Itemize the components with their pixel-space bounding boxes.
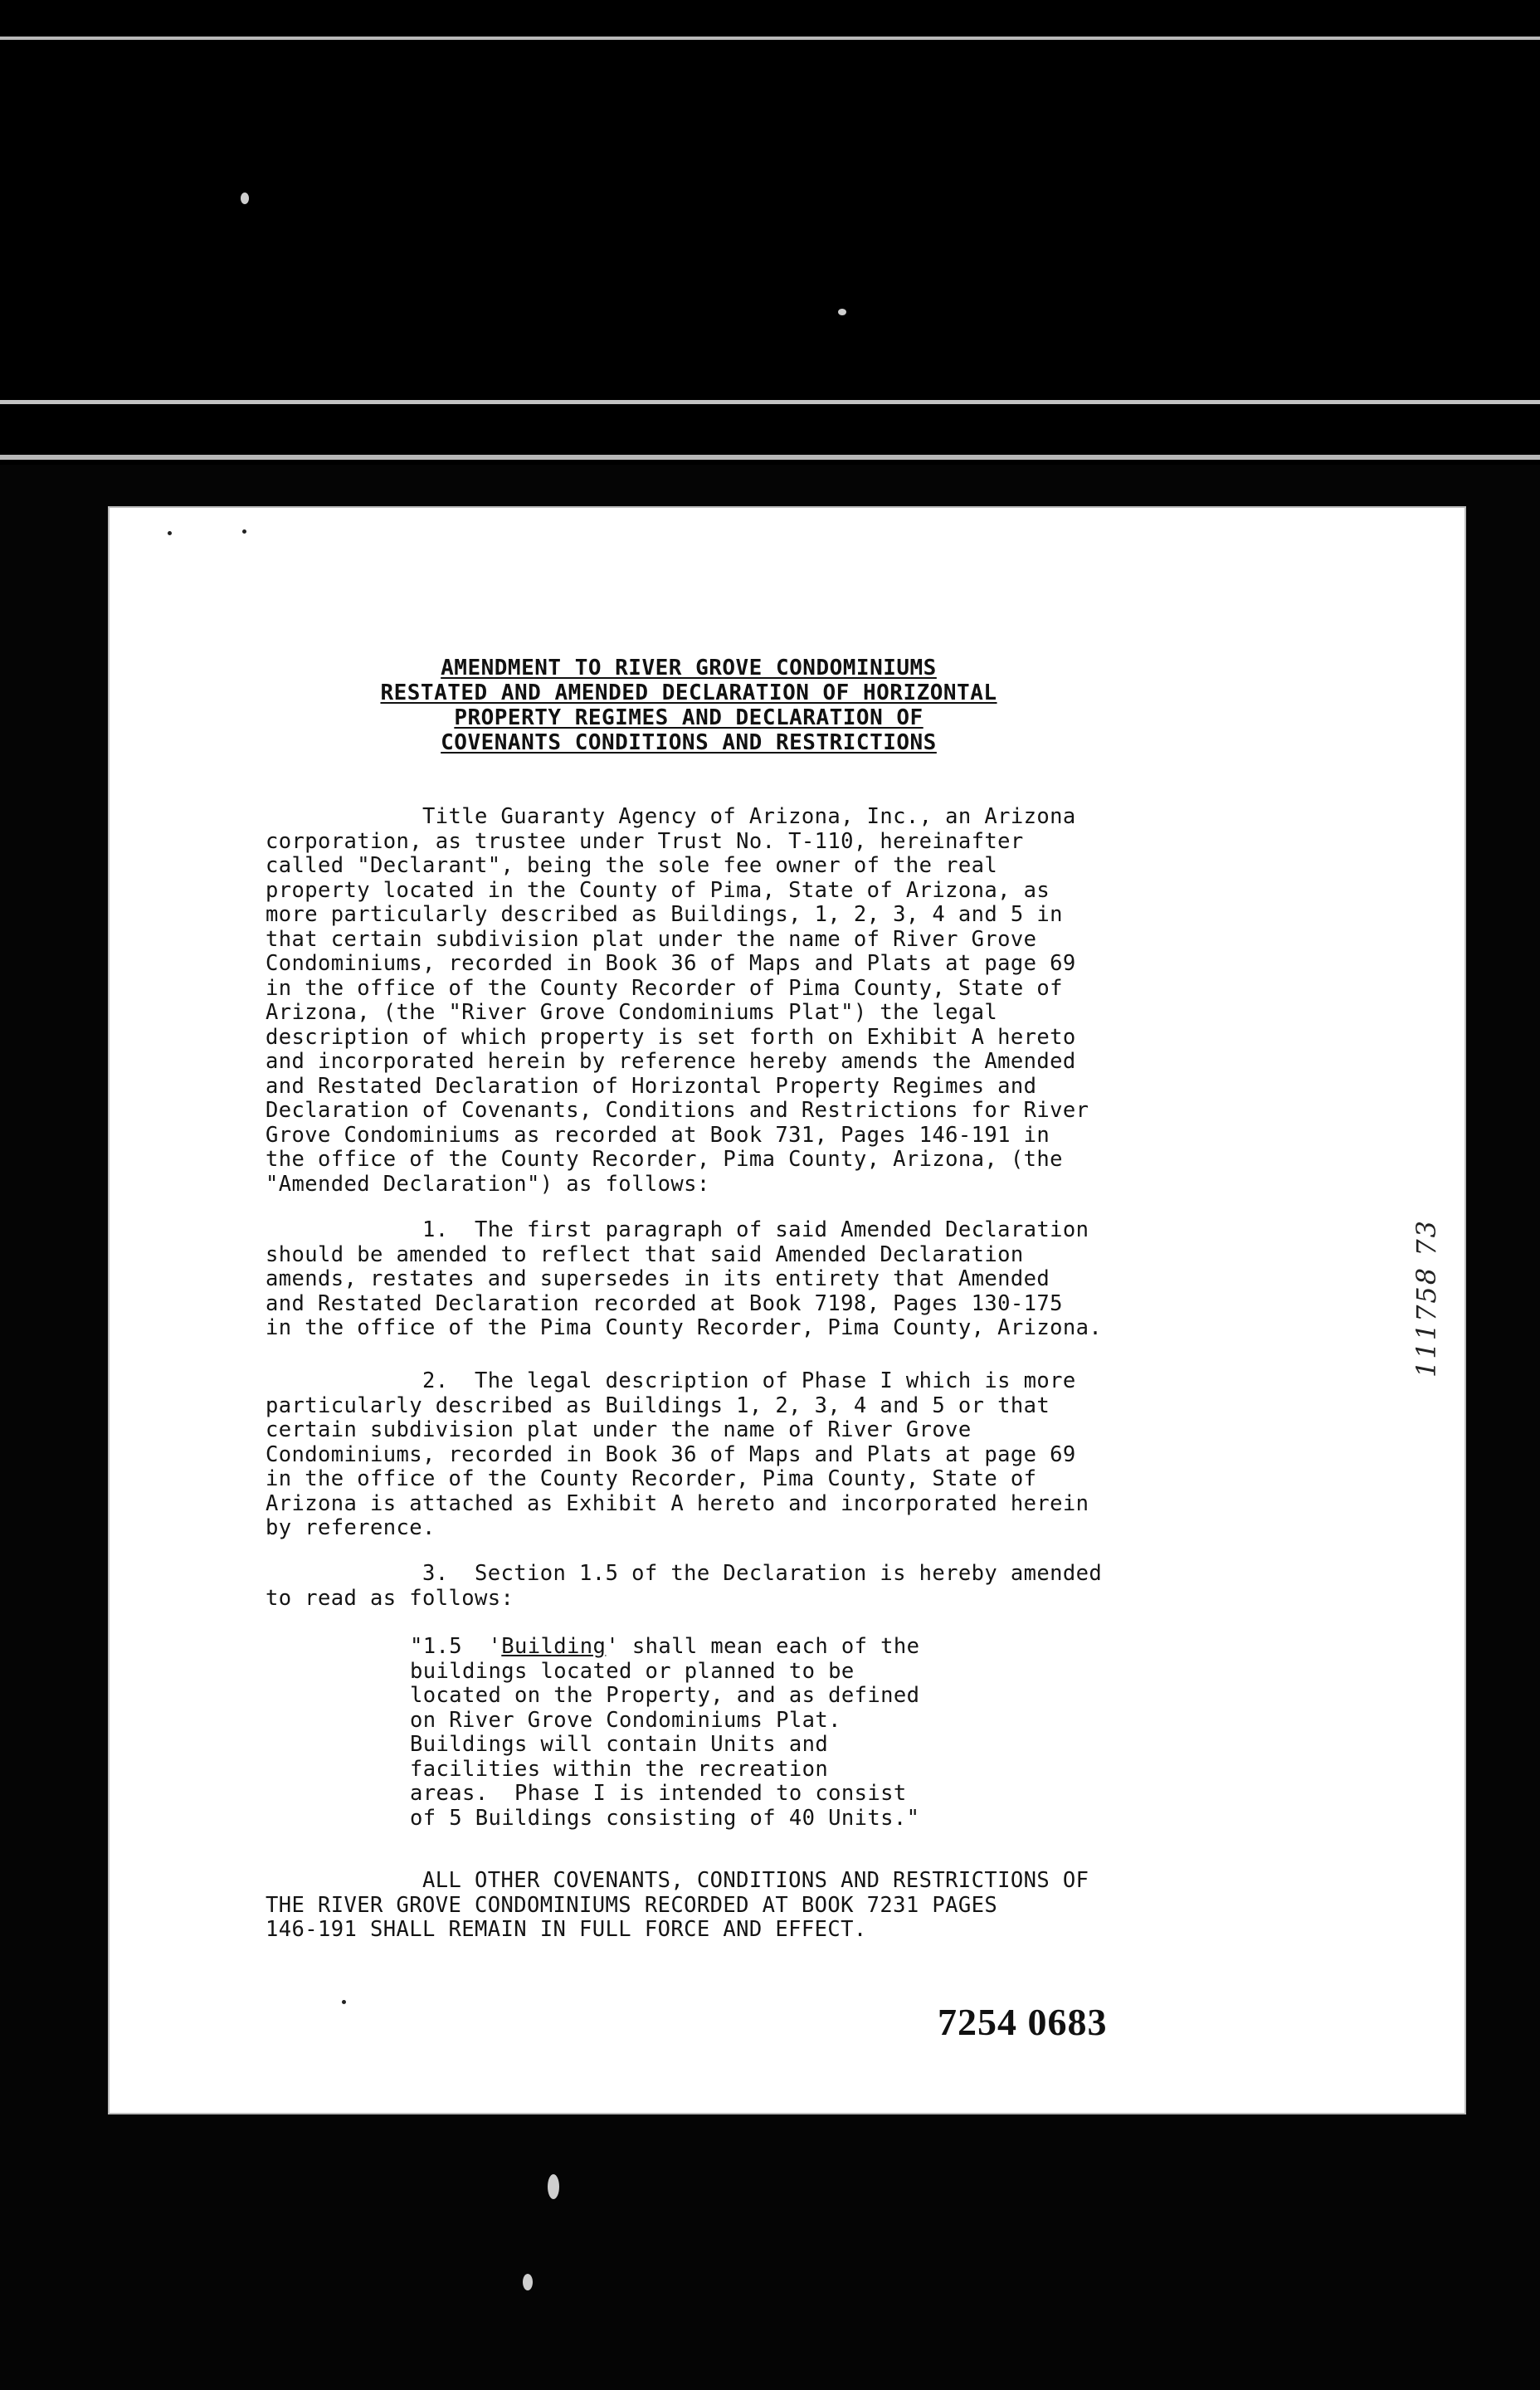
title-line: PROPERTY REGIMES AND DECLARATION OF (454, 705, 924, 730)
scan-dark-border-top (0, 0, 1540, 465)
section-2-paragraph: 2. The legal description of Phase I which is more particularly described as Buildings 1, 2, 3, 4 and 5 or that certain subdivision plat under the name of River Grove Condominiums, recorded in Book 36 of Maps and Plats at page 69 in the office of the County Recorder, Pima County, State of Arizona is attached as Exhibit A hereto and incorporated herein by reference. (266, 1368, 1089, 1540)
recording-stamp: 7254 0683 (938, 2001, 1108, 2043)
scan-dot (168, 531, 172, 535)
title-line: COVENANTS CONDITIONS AND RESTRICTIONS (441, 730, 937, 755)
scan-line-artifact (0, 37, 1540, 40)
defined-term-building: Building (501, 1634, 607, 1659)
scan-line-artifact (0, 400, 1540, 404)
quoted-definition (410, 1635, 1090, 1831)
scan-speck (838, 309, 846, 315)
document-title (274, 656, 1104, 755)
closing-paragraph: ALL OTHER COVENANTS, CONDITIONS AND RESTRICTIONS OF THE RIVER GROVE CONDOMINIUMS RECORDED AT BOOK 7231 PAGES 146-191 SHALL REMAIN IN FULL FORCE AND EFFECT. (266, 1868, 1089, 1942)
document-page (108, 506, 1466, 2114)
scan-speck (523, 2274, 533, 2290)
scan-dot (342, 2000, 346, 2004)
scan-line-artifact (0, 455, 1540, 460)
scan-speck (241, 193, 249, 204)
quote-prefix: "1.5 ' (410, 1634, 502, 1659)
scan-dot (242, 529, 246, 534)
section-3-paragraph: 3. Section 1.5 of the Declaration is hereby amended to read as follows: (266, 1561, 1103, 1611)
title-line: RESTATED AND AMENDED DECLARATION OF HORIZONTAL (380, 680, 997, 705)
intro-paragraph: Title Guaranty Agency of Arizona, Inc., an Arizona corporation, as trustee under Trust No. T-110, hereinafter called "Declarant", being the sole fee owner of the real property located in the County of Pima, State of Arizona, as more particularly described as Buildings, 1, 2, 3, 4 and 5 in that certain subdivision plat under the name of River Grove Condominiums, recorded in Book 36 of Maps and Plats at page 69 in the office of the County Recorder of Pima County, State of Arizona, (the "River Grove Condominiums Plat") the legal description of which property is set forth on Exhibit A hereto and incorporated herein by reference hereby amends the Amended and Restated Declaration of Horizontal Property Regimes and Declaration of Covenants, Conditions and Restrictions for River Grove Condominiums as recorded at Book 731, Pages 146-191 in the office of the County Recorder, Pima County, Arizona, (the "Amended Declaration") as follows: (266, 804, 1089, 1197)
scan-speck (548, 2174, 559, 2199)
handwritten-margin-note: 111758 73 (1411, 1218, 1442, 1378)
quote-rest: ' shall mean each of the buildings located or planned to be located on the Property, and as defined on River Grove Condominiums Plat. Buildings will contain Units and facilities within the recreation areas. Phase I is intended to consist of 5 Buildings consisting of 40 Units." (410, 1634, 920, 1831)
title-line: AMENDMENT TO RIVER GROVE CONDOMINIUMS (441, 656, 937, 680)
section-1-paragraph: 1. The first paragraph of said Amended Declaration should be amended to reflect that said Amended Declaration amends, restates and supersedes in its entirety that Amended and Restated Declaration recorded at Book 7198, Pages 130-175 in the office of the Pima County Recorder, Pima County, Arizona. (266, 1217, 1103, 1340)
